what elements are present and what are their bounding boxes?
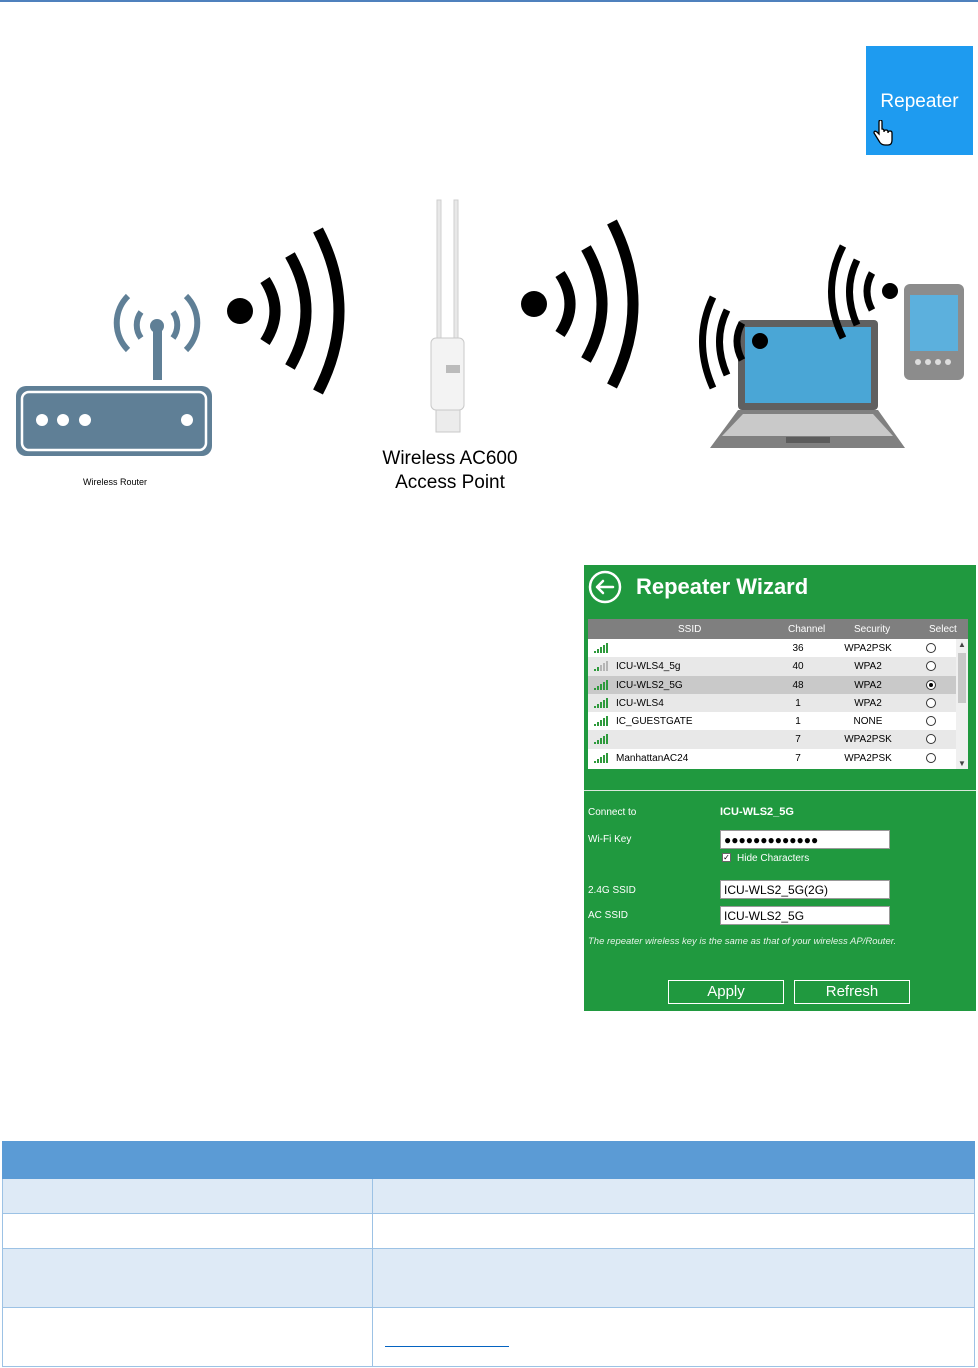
table-row [3,1179,975,1214]
table-row [3,1249,975,1308]
ssid-name: ICU-WLS2_5G [616,679,683,691]
signal-strength-icon [594,698,608,708]
ssid-list-table [588,619,968,769]
table-row [3,1308,975,1367]
ssid-table-header [588,619,968,639]
settings-table [2,1141,975,1367]
repeater-mode-tile[interactable] [866,46,973,155]
ssid-channel: 40 [792,661,804,673]
hide-characters-checkbox[interactable]: ✓ [723,853,730,862]
hide-characters-label: Hide Characters [737,853,810,864]
repeater-wizard-panel [584,565,976,1011]
table-cell [3,1249,373,1308]
mobile-phone-icon [904,284,964,380]
scroll-down-icon[interactable]: ▼ [958,759,966,768]
col-header-channel: Channel [788,624,826,635]
table-cell [373,1214,975,1249]
connect-to-value: ICU-WLS2_5G [720,806,794,818]
table-header-cell [3,1142,975,1179]
ssid-select-radio[interactable] [926,753,936,763]
table-cell [373,1179,975,1214]
ac-ssid-input[interactable]: ICU-WLS2_5G [720,906,890,925]
apply-button[interactable]: Apply [668,980,784,1004]
back-arrow-icon[interactable] [588,570,622,604]
ssid-row[interactable] [588,676,968,694]
ssid-name: ICU-WLS4_5g [616,661,681,673]
ac-ssid-label: AC SSID [588,910,629,921]
ssid-security: WPA2 [854,697,882,709]
table-cell [373,1249,975,1308]
wifi-key-label: Wi-Fi Key [588,834,632,845]
wifi-signal-icon [521,222,633,386]
ssid-24g-label: 2.4G SSID [588,885,636,896]
ssid-channel: 36 [792,643,804,654]
repeater-key-note: The repeater wireless key is the same as that of your wireless AP/Router. [588,936,897,947]
page-top-rule [0,0,978,2]
ssid-row[interactable] [588,694,968,712]
ssid-name: ManhattanAC24 [616,752,689,764]
ssid-security: WPA2PSK [844,734,892,746]
ssid-security: WPA2PSK [844,643,892,654]
repeater-tile-label: Repeater [880,91,959,112]
ssid-select-radio[interactable] [926,698,936,708]
hyperlink-underline[interactable] [385,1346,509,1347]
refresh-button[interactable]: Refresh [794,980,910,1004]
ssid-row[interactable] [588,657,968,675]
table-row [3,1214,975,1249]
scroll-thumb[interactable] [958,653,966,703]
ssid-channel: 1 [795,716,801,728]
wifi-key-input[interactable]: ●●●●●●●●●●●●● [720,830,890,849]
ssid-name: ICU-WLS4 [616,697,664,709]
signal-strength-icon [594,734,608,744]
ssid-row[interactable] [588,639,968,657]
col-header-select: Select [929,624,957,635]
wireless-router-icon [16,296,212,456]
ssid-channel: 7 [795,752,801,764]
ssid-security: WPA2PSK [844,752,892,764]
table-cell [3,1214,373,1249]
ssid-row[interactable] [588,712,968,730]
ssid-security: NONE [853,716,883,728]
signal-strength-icon [594,680,608,690]
table-cell [3,1179,373,1214]
ssid-channel: 1 [795,697,801,709]
ssid-24g-input[interactable]: ICU-WLS2_5G(2G) [720,880,890,899]
ssid-channel: 7 [795,734,801,746]
ssid-select-radio[interactable] [926,680,936,690]
ssid-row[interactable] [588,749,968,767]
ssid-list-scrollbar[interactable] [956,639,968,769]
ssid-name: IC_GUESTGATE [616,716,693,728]
ssid-security: WPA2 [854,661,882,673]
ssid-channel: 48 [792,679,804,691]
hand-cursor-icon [872,120,894,146]
access-point-device-icon [431,200,464,432]
signal-strength-icon [594,661,608,671]
connect-to-label: Connect to [588,807,637,818]
wifi-signal-icon [227,230,339,392]
wizard-title: Repeater Wizard [636,574,809,599]
ssid-row[interactable] [588,730,968,748]
signal-strength-icon [594,753,608,763]
router-caption: Wireless Router [82,477,147,487]
signal-strength-icon [594,716,608,726]
ssid-select-radio[interactable] [926,734,936,744]
signal-strength-icon [594,643,608,653]
ssid-rows [588,639,968,767]
col-header-ssid: SSID [678,624,702,635]
access-point-caption-line2: Access Point [395,472,505,493]
ssid-select-radio[interactable] [926,643,936,653]
access-point-caption-line1: Wireless AC600 [382,448,518,469]
ssid-select-radio[interactable] [926,716,936,726]
table-header-row [3,1142,975,1179]
access-point-caption [350,447,550,495]
table-cell [3,1308,373,1367]
wizard-divider [584,790,976,791]
ssid-security: WPA2 [854,679,882,691]
ssid-select-radio[interactable] [926,661,936,671]
scroll-up-icon[interactable]: ▲ [958,640,966,649]
table-cell [373,1308,975,1367]
col-header-security: Security [854,624,891,635]
